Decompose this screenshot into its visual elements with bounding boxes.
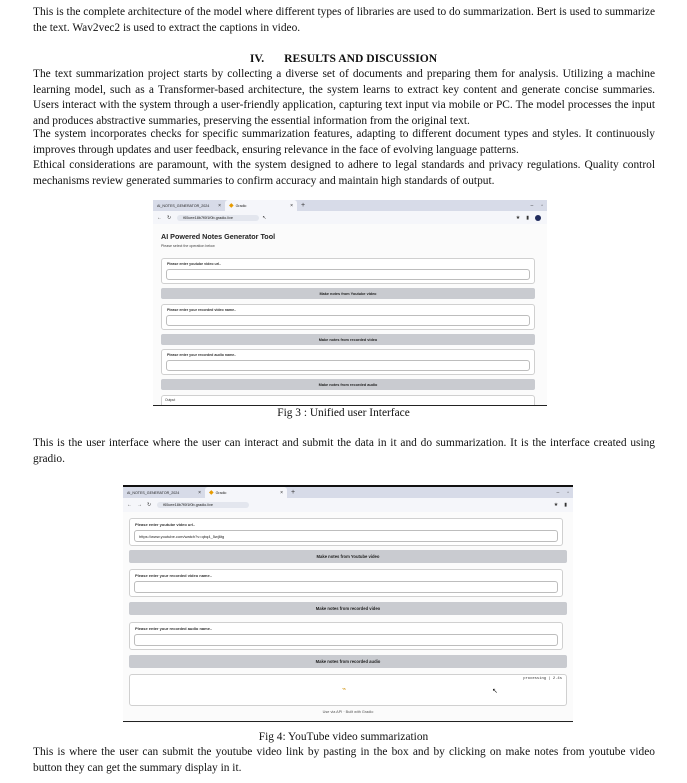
audio-name-group bbox=[129, 622, 563, 650]
gradio-logo-icon: ◆ bbox=[229, 203, 234, 209]
output-box bbox=[129, 674, 567, 706]
video-notes-button[interactable]: Make notes from recorded video bbox=[129, 602, 567, 615]
extension-icon[interactable]: ▮ bbox=[564, 502, 567, 508]
final-paragraph: This is where the user can submit the youtube video link by pasting in the box and by clicking on make notes from youtube video button they can get the summary display in it. bbox=[33, 746, 655, 774]
reload-icon[interactable]: ↻ bbox=[147, 502, 152, 508]
window-controls bbox=[530, 200, 543, 211]
browser-tabbar bbox=[153, 200, 547, 211]
ui-paragraph: This is the user interface where the user can interact and submit the data in it and do summarization. It is the interface created using gradio. bbox=[33, 437, 655, 465]
youtube-notes-button[interactable]: Make notes from Youtube video bbox=[161, 288, 535, 299]
gradio-logo-icon: ◆ bbox=[209, 490, 214, 496]
video-name-group bbox=[161, 304, 535, 330]
close-icon[interactable]: × bbox=[290, 202, 293, 209]
extension-icon[interactable]: ▮ bbox=[526, 214, 529, 221]
browser-tab[interactable] bbox=[123, 487, 205, 498]
video-name-input[interactable] bbox=[166, 315, 530, 326]
back-icon[interactable]: ← bbox=[157, 214, 162, 221]
video-notes-button[interactable]: Make notes from recorded video bbox=[161, 334, 535, 345]
browser-tab-active[interactable] bbox=[205, 487, 287, 498]
gradio-app bbox=[153, 224, 547, 405]
forward-icon[interactable]: → bbox=[137, 502, 142, 508]
gradio-footer: Use via API · Built with Gradio bbox=[322, 710, 374, 714]
fig4-caption: Fig 4: YouTube video summarization bbox=[258, 731, 429, 743]
cursor-icon: ↖ bbox=[492, 688, 498, 695]
app-title: AI Powered Notes Generator Tool bbox=[161, 232, 276, 241]
youtube-url-input[interactable] bbox=[166, 269, 530, 280]
audio-name-group bbox=[161, 349, 535, 375]
youtube-url-input[interactable]: https://www.youtube.com/watch?v=qbq4_5wj6tg bbox=[134, 530, 558, 542]
app-subtitle: Please select the operation below bbox=[161, 244, 215, 248]
results-paragraph-2: The system incorporates checks for specific summarization features, adapting to different document types and styles. It continuously improves through updates and user feedback, ensuring relevance in the face of evolving language patterns. bbox=[33, 128, 655, 156]
close-icon[interactable]: × bbox=[280, 489, 283, 496]
url-field[interactable]: f65cee18b7f0f1f0b.gradio.live bbox=[177, 215, 259, 221]
window-controls bbox=[556, 487, 569, 498]
loading-icon: ⌁ bbox=[342, 686, 347, 693]
avatar[interactable] bbox=[535, 215, 541, 221]
star-icon[interactable]: ★ bbox=[553, 502, 559, 508]
fig3-caption: Fig 3 : Unified user Interface bbox=[277, 407, 410, 419]
reload-icon[interactable]: ↻ bbox=[167, 214, 172, 221]
section-heading bbox=[0, 52, 687, 65]
output-box bbox=[161, 395, 535, 405]
video-name-label: Please enter your recorded video name.. bbox=[167, 308, 237, 312]
url-field[interactable]: f65cee18b7f0f1f0b.gradio.live bbox=[157, 502, 249, 508]
address-bar bbox=[123, 498, 573, 512]
tab-title: AI_NOTES_GENERATOR_2024 bbox=[157, 203, 210, 208]
audio-notes-button[interactable]: Make notes from recorded audio bbox=[161, 379, 535, 390]
youtube-notes-button[interactable]: Make notes from Youtube video bbox=[129, 550, 567, 563]
minimize-icon[interactable]: – bbox=[556, 489, 560, 496]
browser-tab[interactable] bbox=[153, 200, 225, 211]
video-name-group bbox=[129, 569, 563, 597]
figure-bottom-rule bbox=[153, 405, 547, 406]
output-label: Output bbox=[165, 398, 176, 402]
star-icon[interactable]: ★ bbox=[515, 214, 521, 221]
intro-paragraph: This is the complete architecture of the model where different types of libraries are used to do summarization. Bert is used to summarize the text. Wav2vec2 is used to extract the captions in video. bbox=[33, 6, 655, 34]
youtube-url-label: Please enter youtube video url.. bbox=[167, 262, 222, 266]
section-number: IV. bbox=[249, 52, 265, 65]
youtube-url-group bbox=[161, 258, 535, 284]
section-title: RESULTS AND DISCUSSION bbox=[284, 52, 438, 65]
processing-status: processing | 2.4s bbox=[523, 677, 562, 681]
results-paragraph-1: The text summarization project starts by collecting a diverse set of documents and preparing them for analysis. Utilizing a machine learning model, such as a Transformer-based architecture, the system learns to extract key content and generate concise summaries. Users interact with the system through a user-friendly application, capturing text input via mobile or PC. The model processes the input and produces abstractive summaries, preserving the essential information from the original text. bbox=[33, 68, 655, 127]
minimize-icon[interactable]: – bbox=[530, 202, 534, 209]
video-name-label: Please enter your recorded video name.. bbox=[135, 573, 212, 578]
back-icon[interactable]: ← bbox=[127, 502, 132, 508]
close-icon[interactable]: × bbox=[198, 489, 201, 496]
new-tab-icon[interactable]: + bbox=[291, 489, 296, 496]
address-bar bbox=[153, 211, 547, 224]
fig4-screenshot bbox=[123, 485, 573, 723]
youtube-url-group bbox=[129, 518, 563, 546]
audio-name-label: Please enter your recorded audio name.. bbox=[135, 626, 213, 631]
maximize-icon[interactable]: ▫ bbox=[567, 489, 569, 496]
new-tab-icon[interactable]: + bbox=[301, 202, 306, 209]
gradio-app bbox=[123, 512, 573, 723]
tab-title: AI_NOTES_GENERATOR_2024 bbox=[127, 490, 180, 495]
browser-tab-active[interactable] bbox=[225, 200, 297, 211]
tab-title: Gradio bbox=[215, 490, 227, 495]
tab-title: Gradio bbox=[235, 203, 247, 208]
cursor-icon: ↖ bbox=[262, 214, 267, 221]
audio-name-label: Please enter your recorded audio name.. bbox=[167, 353, 237, 357]
close-icon[interactable]: × bbox=[218, 202, 221, 209]
audio-name-input[interactable] bbox=[134, 634, 558, 646]
figure-bottom-rule bbox=[123, 721, 573, 722]
browser-tabbar bbox=[123, 487, 573, 498]
video-name-input[interactable] bbox=[134, 581, 558, 593]
youtube-url-label: Please enter youtube video url.. bbox=[135, 522, 196, 527]
fig3-screenshot bbox=[153, 200, 547, 405]
audio-name-input[interactable] bbox=[166, 360, 530, 371]
maximize-icon[interactable]: ▫ bbox=[541, 202, 543, 209]
audio-notes-button[interactable]: Make notes from recorded audio bbox=[129, 655, 567, 668]
results-paragraph-3: Ethical considerations are paramount, with the system designed to adhere to legal standards and privacy regulations. Quality control mechanisms review generated summaries to confirm accuracy and maintain high standards of output. bbox=[33, 159, 655, 187]
